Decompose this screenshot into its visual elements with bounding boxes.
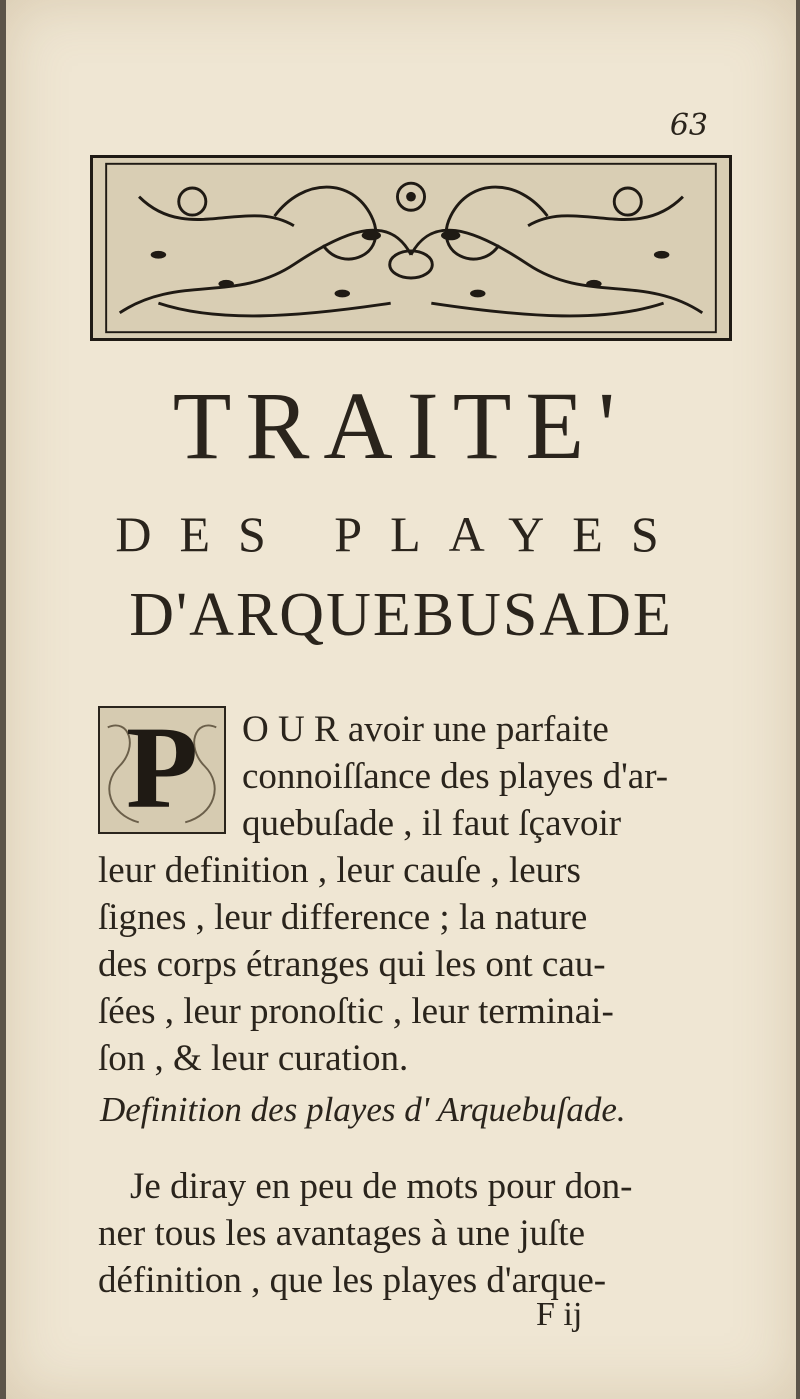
text-line: connoiſſance des playes d'ar- xyxy=(242,756,669,797)
headpiece-engraving xyxy=(93,158,729,338)
decorative-headpiece xyxy=(90,155,732,341)
text-line: Je diray en peu de mots pour don- xyxy=(130,1166,633,1207)
text-line: ſées , leur pronoſtic , leur terminai- xyxy=(98,991,614,1032)
text-line: leur definition , leur cauſe , leurs xyxy=(98,850,581,891)
text-line: O U R avoir une parfaite xyxy=(242,709,609,750)
text-line: ſignes , leur difference ; la nature xyxy=(98,897,588,938)
book-title: TRAITE' xyxy=(172,372,630,479)
book-subtitle-line-2: D'ARQUEBUSADE xyxy=(129,581,673,649)
book-page xyxy=(6,0,796,1399)
text-line: des corps étranges qui les ont cau- xyxy=(98,944,606,985)
text-line: quebuſade , il faut ſçavoir xyxy=(242,803,622,844)
book-subtitle: DES PLAYES xyxy=(115,506,687,562)
page-number: 63 xyxy=(669,108,708,143)
text-line: ſon , & leur curation. xyxy=(98,1038,409,1079)
text-line: ner tous les avantages à une juſte xyxy=(98,1213,585,1254)
signature-mark: F ij xyxy=(536,1296,583,1333)
section-heading: Definition des playes d' Arquebuſade. xyxy=(100,1090,626,1129)
decorated-initial xyxy=(98,702,226,834)
initial-letter: P xyxy=(125,702,199,833)
text-line: définition , que les playes d'arque- xyxy=(98,1260,607,1301)
